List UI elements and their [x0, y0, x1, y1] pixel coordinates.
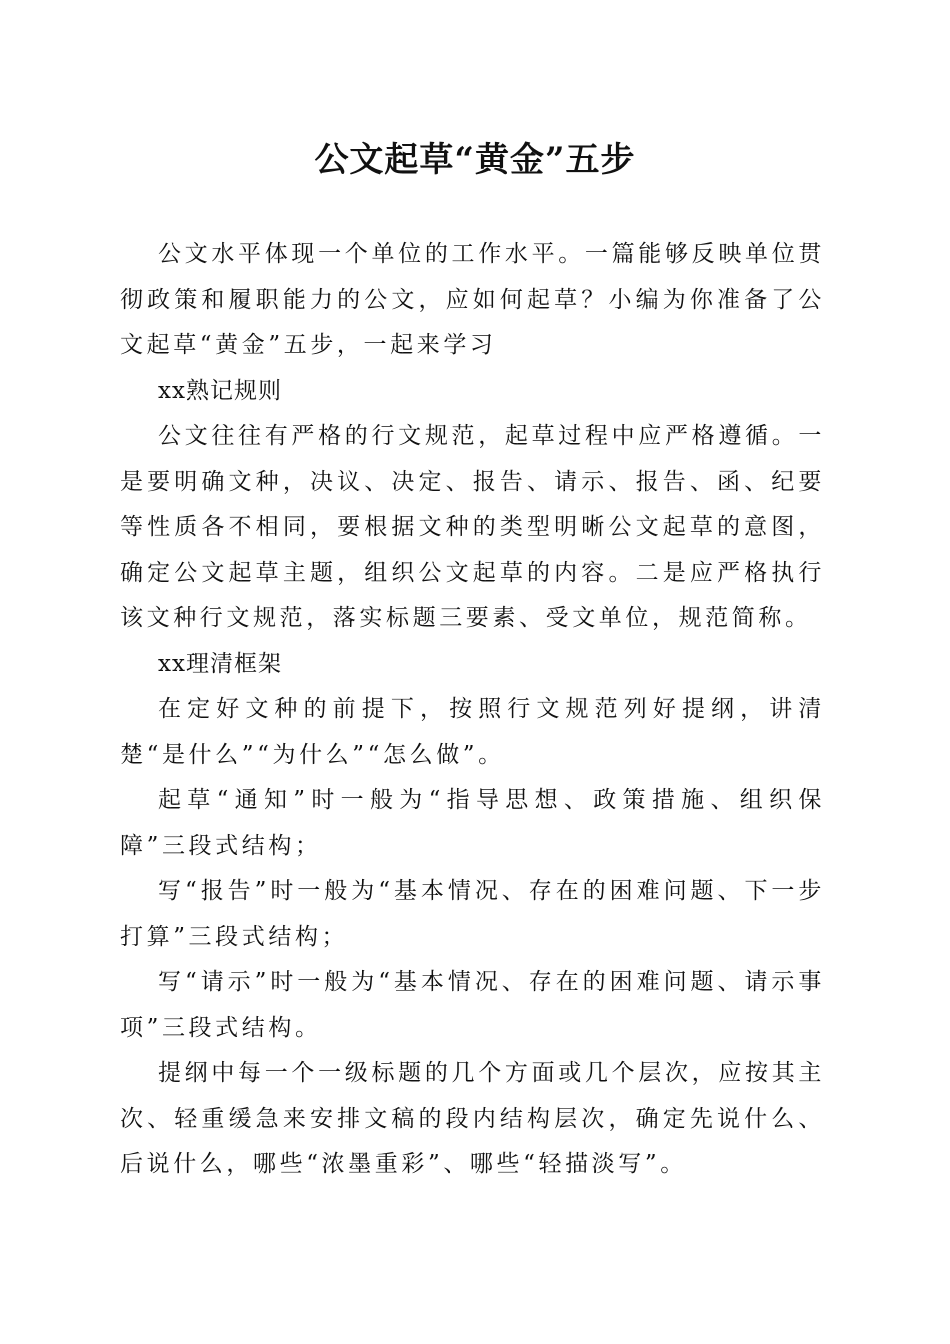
intro-paragraph: 公文水平体现一个单位的工作水平。一篇能够反映单位贯彻政策和履职能力的公文，应如何起草？小编为你准备了公文起草“黄金”五步，一起来学习: [120, 241, 825, 358]
rules-paragraph: 公文往往有严格的行文规范，起草过程中应严格遵循。一是要明确文种，决议、决定、报告、请示、报告、函、纪要等性质各不相同，要根据文种的类型明晰公文起草的意图，确定公文起草主题，组织公文起草的内容。二是应严格执行该文种行文规范，落实标题三要素、受文单位，规范简称。: [120, 423, 825, 631]
framework-paragraph: 在定好文种的前提下，按照行文规范列好提纲，讲清楚“是什么”“为什么”“怎么做”。: [120, 696, 825, 768]
request-structure-paragraph: 写“请示”时一般为“基本情况、存在的困难问题、请示事项”三段式结构。: [120, 969, 825, 1041]
report-structure-paragraph: 写“报告”时一般为“基本情况、存在的困难问题、下一步打算”三段式结构；: [120, 878, 825, 950]
section-heading-rules: xx熟记规则: [158, 377, 282, 404]
document-title: 公文起草“黄金”五步: [314, 140, 636, 180]
section-heading-framework: xx理清框架: [158, 650, 282, 677]
document-body: [120, 232, 825, 1188]
outline-paragraph: 提纲中每一个一级标题的几个方面或几个层次，应按其主次、轻重缓急来安排文稿的段内结构层次，确定先说什么、后说什么，哪些“浓墨重彩”、哪些“轻描淡写”。: [120, 1060, 825, 1177]
notice-structure-paragraph: 起草“通知”时一般为“指导思想、政策措施、组织保障”三段式结构；: [120, 787, 825, 859]
